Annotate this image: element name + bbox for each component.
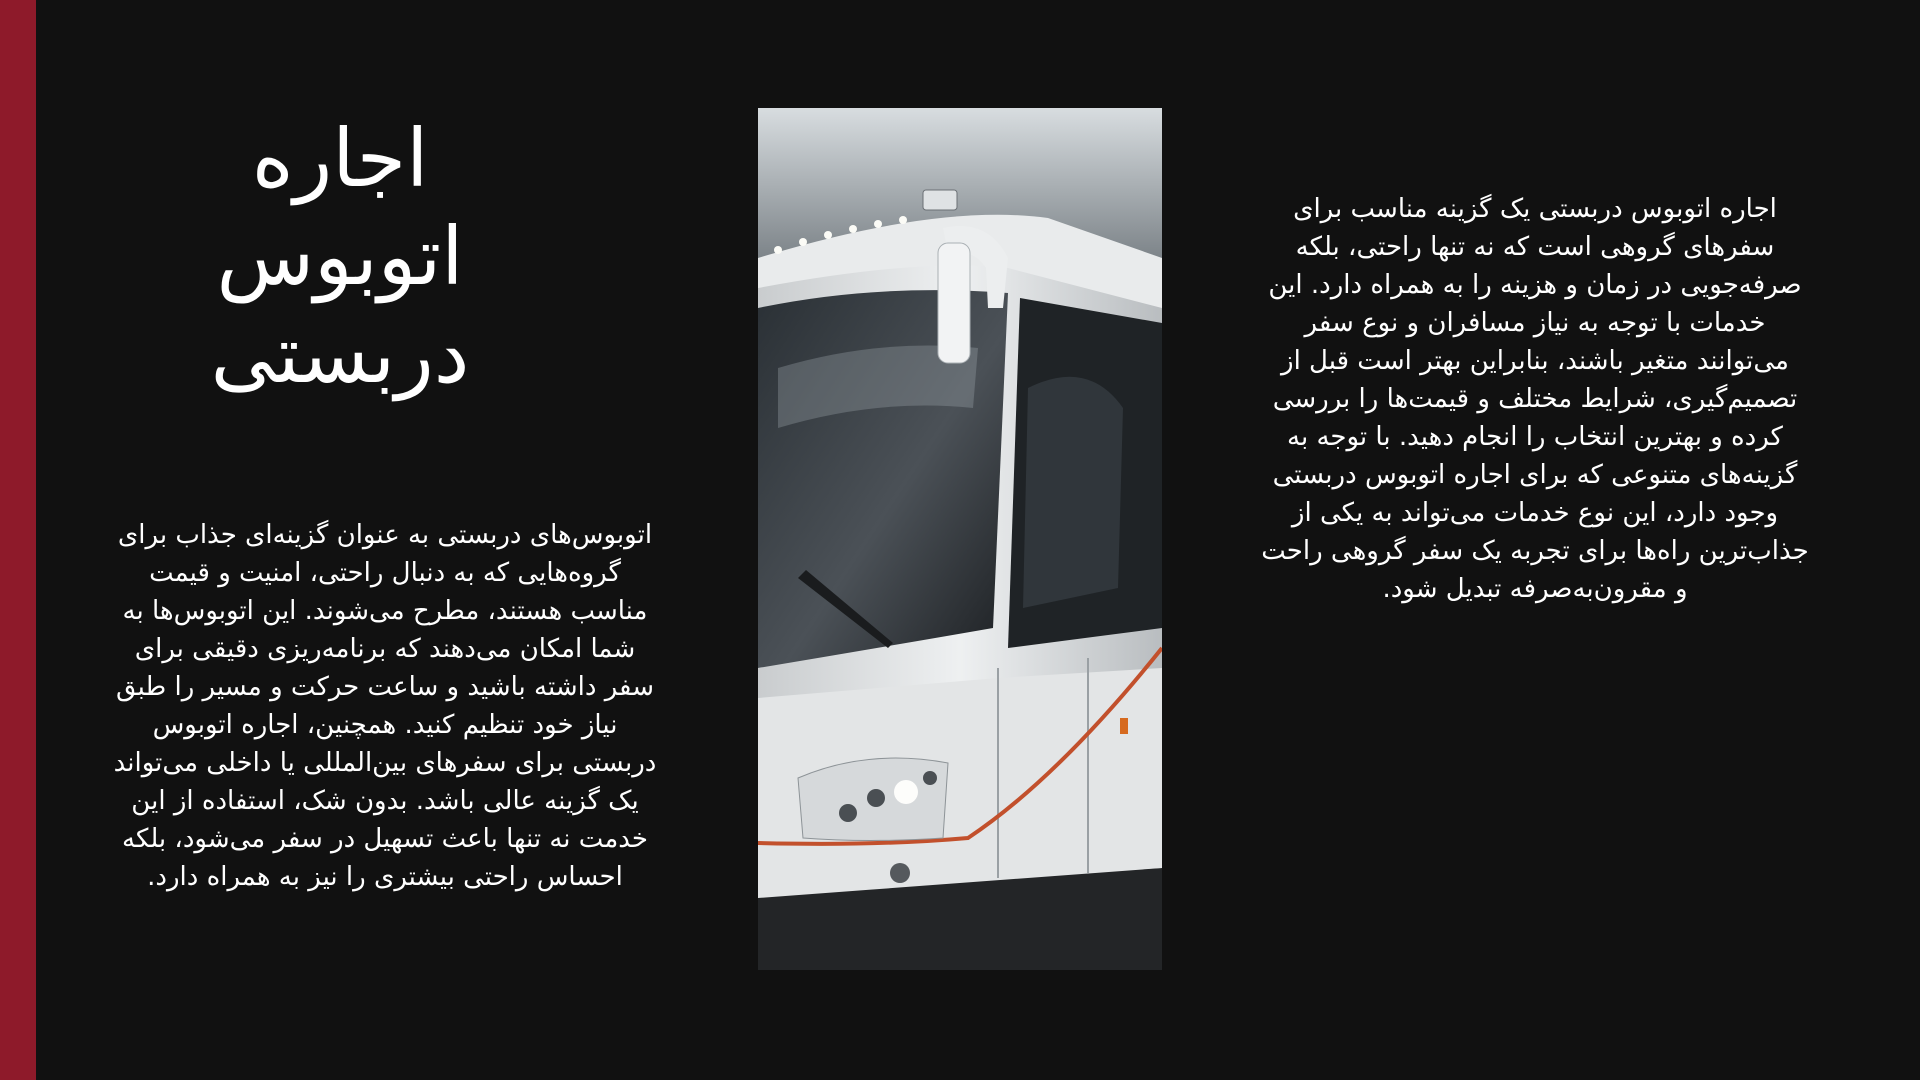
- paragraph-right: اجاره اتوبوس دربستی یک گزینه مناسب برای سفرهای گروهی است که نه تنها راحتی، بلکه صرفه‌جویی در زمان و هزینه را به همراه دارد. این خدمات با توجه به نیاز مسافران و نوع سفر می‌توانند متغیر باشند، بنابراین بهتر است قبل از تصمیم‌گیری، شرایط مختلف و قیمت‌ها را بررسی کرده و بهترین انتخاب را انجام دهید. با توجه به گزینه‌های متنوعی که برای اجاره اتوبوس دربستی وجود دارد، این نوع خدمات می‌تواند به یکی از جذاب‌ترین راه‌ها برای تجربه یک سفر گروهی راحت و مقرون‌به‌صرفه تبدیل شود.: [1261, 194, 1809, 604]
- bus-photo: [758, 108, 1162, 970]
- accent-bar: [0, 0, 36, 1080]
- slide-title: اجاره اتوبوس دربستی: [210, 112, 470, 401]
- bus-illustration: [758, 108, 1162, 970]
- paragraph-left: اتوبوس‌های دربستی به عنوان گزینه‌ای جذاب برای گروه‌هایی که به دنبال راحتی، امنیت و قیمت مناسب هستند، مطرح می‌شوند. این اتوبوس‌ها به شما امکان می‌دهند که برنامه‌ریزی دقیقی برای سفر داشته باشید و ساعت حرکت و مسیر را طبق نیاز خود تنظیم کنید. همچنین، اجاره اتوبوس دربستی برای سفرهای بین‌المللی یا داخلی می‌تواند یک گزینه عالی باشد. بدون شک، استفاده از این خدمت نه تنها باعث تسهیل در سفر می‌شود، بلکه احساس راحتی بیشتری را نیز به همراه دارد.: [113, 520, 657, 892]
